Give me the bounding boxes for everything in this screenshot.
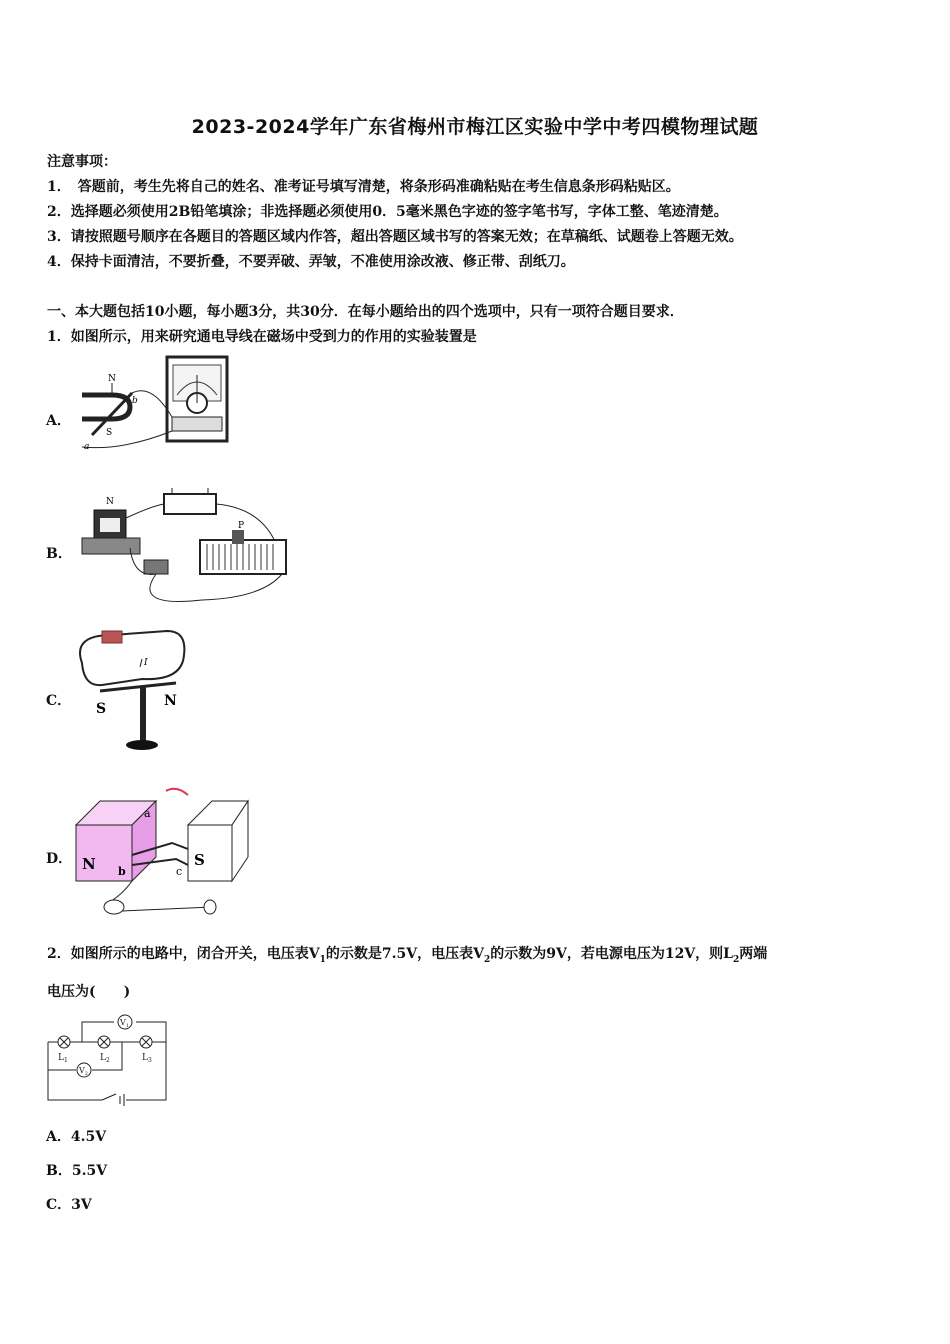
option-d-a-label: a [144, 807, 151, 820]
circuit-l1-label: L [58, 1053, 64, 1063]
q2-stem-part-2: 的示数是7.5V，电压表V [325, 946, 484, 962]
q2-sub-1: 1 [319, 954, 326, 965]
circuit-l1-sub: 1 [63, 1057, 68, 1064]
option-d-b-label: b [118, 865, 126, 878]
q2-answer-c[interactable]: C．3V [46, 1197, 92, 1213]
circuit-v2-sub: 2 [84, 1071, 88, 1077]
option-a-s-label: S [106, 428, 113, 438]
option-a-b-label: b [132, 396, 138, 406]
option-a-label[interactable]: A． [46, 413, 71, 429]
option-d-figure [72, 785, 252, 925]
option-a-a-label: a [84, 442, 90, 452]
question-1-stem: 1．如图所示，用来研究通电导线在磁场中受到力的作用的实验装置是 [47, 329, 477, 345]
q2-stem-part-3: 的示数为9V，若电源电压为12V，则L [490, 946, 734, 962]
question-2-stem-line-2: 电压为( ) [47, 984, 131, 1000]
option-d-label[interactable]: D． [46, 851, 73, 867]
circuit-v1-sub: 1 [125, 1023, 129, 1029]
circuit-l3-sub: 3 [147, 1057, 152, 1064]
option-c-i-label: I [144, 658, 148, 668]
option-b-label[interactable]: B． [46, 546, 72, 562]
svg-text:L2 [100, 1053, 110, 1064]
q2-sub-3: 2 [733, 954, 740, 965]
q2-stem-part-4: 两端 [739, 946, 768, 962]
svg-text:L3 [142, 1053, 152, 1064]
q2-answer-a[interactable]: A．4.5V [46, 1129, 107, 1145]
notice-heading: 注意事项： [47, 154, 117, 170]
notice-item-4: 4．保持卡面清洁，不要折叠，不要弄破、弄皱，不准使用涂改液、修正带、刮纸刀。 [47, 254, 575, 270]
notice-item-3: 3．请按照题号顺序在各题目的答题区域内作答，超出答题区域书写的答案无效；在草稿纸、试题卷上答题无效。 [47, 229, 743, 245]
notice-item-1: 1． 答题前，考生先将自己的姓名、准考证号填写清楚，将条形码准确粘贴在考生信息条形码粘贴区。 [47, 179, 680, 195]
circuit-v1-label: V [120, 1018, 126, 1027]
page-title: 2023-2024学年广东省梅州市梅江区实验中学中考四模物理试题 [191, 116, 759, 138]
option-d-n-label: N [82, 855, 96, 873]
circuit-l2-sub: 2 [105, 1057, 110, 1064]
circuit-l2-label: L [100, 1053, 106, 1063]
option-b-p-label: P [238, 521, 245, 531]
svg-text:L1 [58, 1053, 68, 1064]
q2-answer-b[interactable]: B．5.5V [46, 1163, 108, 1179]
option-b-figure [72, 488, 292, 608]
option-c-n-label: N [164, 693, 177, 709]
circuit-v2-label: V [79, 1066, 85, 1075]
question-2-circuit [42, 1010, 172, 1110]
option-c-figure [72, 625, 192, 755]
q2-stem-part-1: 2．如图所示的电路中，闭合开关，电压表V [47, 946, 320, 962]
q2-sub-2: 2 [483, 954, 491, 965]
notice-item-2: 2．选择题必须使用2B铅笔填涂；非选择题必须使用0．5毫米黑色字迹的签字笔书写，字体工整、笔迹清楚。 [47, 204, 728, 220]
circuit-l3-label: L [142, 1053, 148, 1063]
option-a-figure [72, 355, 232, 455]
question-2-stem [47, 944, 767, 970]
option-d-s-label: S [194, 851, 205, 869]
option-a-n-label: N [108, 374, 116, 384]
section-heading: 一、本大题包括10小题，每小题3分，共30分．在每小题给出的四个选项中，只有一项符合题目要求． [47, 304, 684, 320]
option-b-n-label: N [106, 497, 114, 507]
option-d-c-label: c [176, 865, 183, 878]
option-c-s-label: S [96, 701, 107, 717]
option-c-label[interactable]: C． [46, 693, 72, 709]
